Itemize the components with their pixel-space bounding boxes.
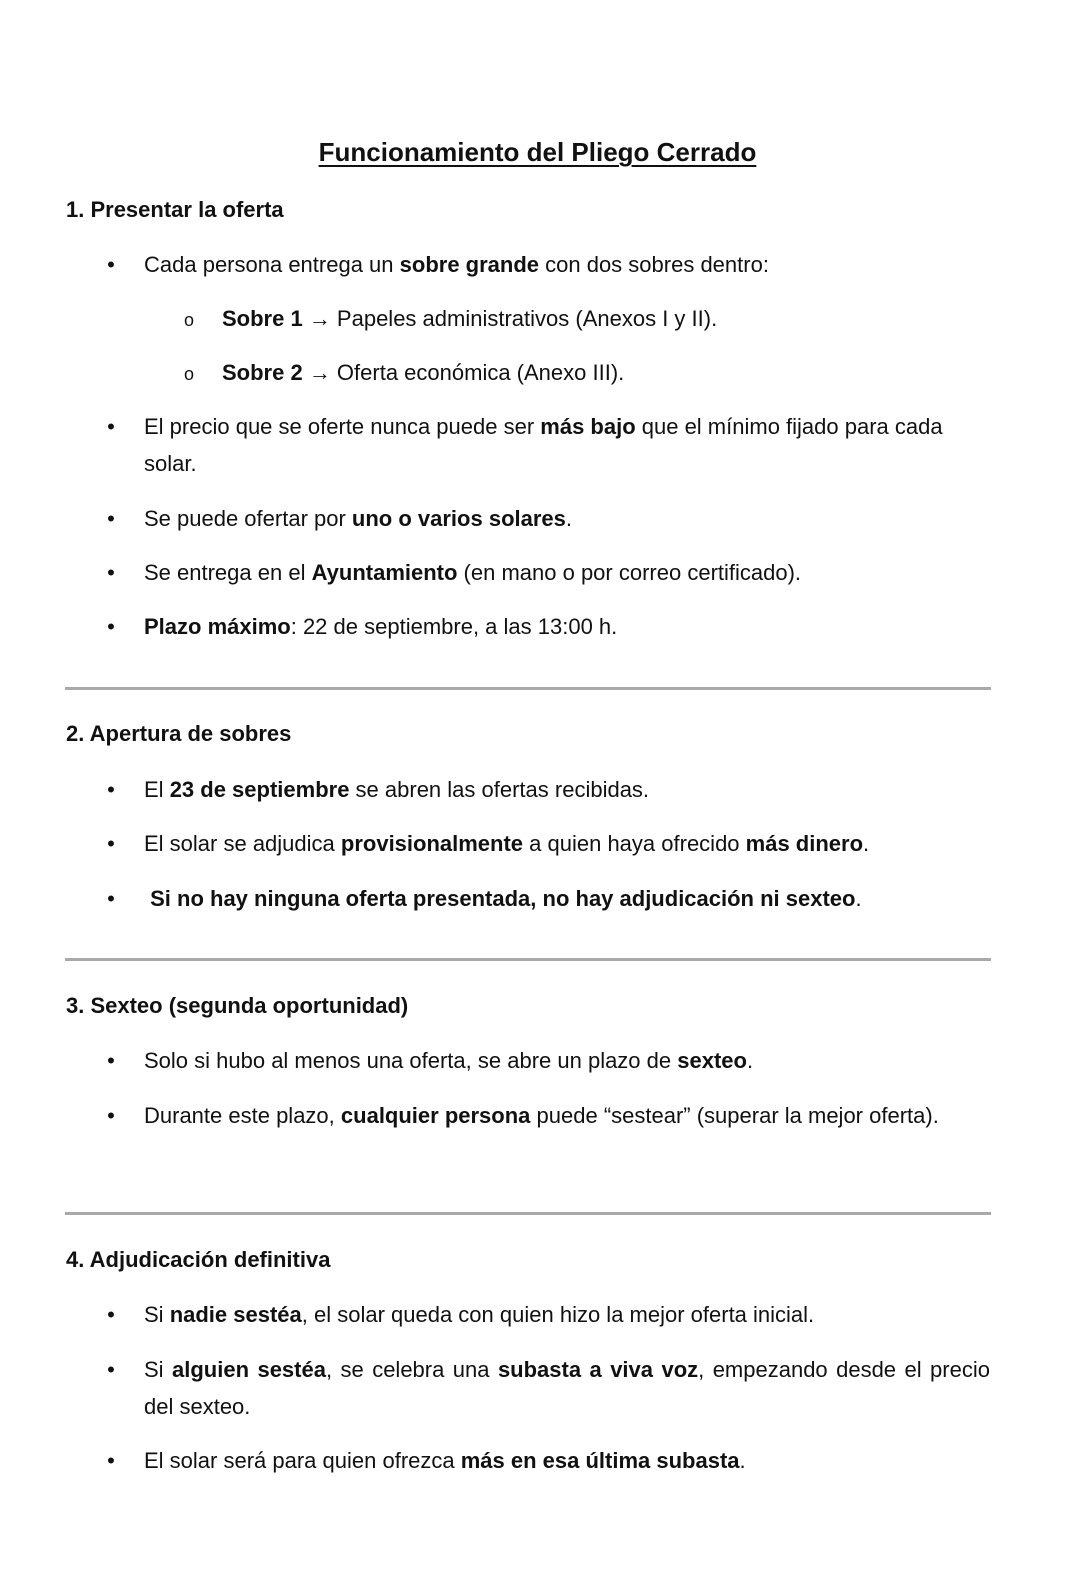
list-item — [144, 771, 990, 808]
bold-segment: Sobre 2 — [222, 360, 303, 385]
text-segment: puede “sestear” (superar la mejor oferta). — [530, 1103, 939, 1128]
section-heading: 4. Adjudicación definitiva — [66, 1247, 331, 1272]
section-heading: 2. Apertura de sobres — [66, 721, 292, 746]
text-segment: Se entrega en el — [144, 560, 312, 585]
bold-segment: subasta a viva voz — [497, 1357, 699, 1382]
text-segment: a quien haya ofrecido — [523, 831, 746, 856]
bold-segment: más en esa última subasta — [460, 1448, 740, 1473]
bold-segment: Sobre 1 — [222, 306, 303, 331]
bold-segment: alguien sestéa — [172, 1357, 326, 1382]
list-item — [144, 408, 990, 482]
bullet-icon: • — [107, 560, 115, 585]
text-segment: Si — [144, 1302, 170, 1327]
sub-bullet-icon: o — [183, 310, 194, 330]
list-item — [144, 1442, 990, 1479]
list-item — [144, 1296, 990, 1333]
bullet-icon: • — [107, 777, 115, 802]
section-heading: 1. Presentar la oferta — [66, 197, 284, 222]
text-segment: Se puede ofertar por — [144, 506, 352, 531]
list-item — [144, 1042, 990, 1079]
text-segment: → Oferta económica (Anexo III). — [302, 360, 625, 385]
text-segment: : 22 de septiembre, a las 13:00 h. — [290, 614, 618, 639]
bullet-icon: • — [107, 1103, 115, 1128]
list-item — [144, 1097, 990, 1134]
page-title: Funcionamiento del Pliego Cerrado — [318, 137, 757, 167]
text-segment: Si — [144, 1357, 173, 1382]
bullet-icon: • — [107, 414, 115, 439]
text-segment: . — [739, 1448, 746, 1473]
text-segment: (en mano o por correo certificado). — [457, 560, 802, 585]
bullet-icon: • — [107, 1448, 115, 1473]
section-divider — [65, 1212, 991, 1215]
bullet-icon: • — [107, 252, 115, 277]
text-segment: . — [855, 886, 862, 911]
bold-segment: Ayuntamiento — [311, 560, 458, 585]
text-segment: Durante este plazo, — [144, 1103, 341, 1128]
bullet-icon: • — [107, 886, 115, 911]
text-segment: . — [565, 506, 573, 531]
section-divider — [65, 958, 991, 961]
bold-segment: sobre grande — [399, 252, 540, 277]
section-heading: 3. Sexteo (segunda oportunidad) — [66, 993, 409, 1018]
text-segment: El solar se adjudica — [144, 831, 341, 856]
list-item — [144, 554, 990, 591]
bold-segment: nadie sestéa — [169, 1302, 302, 1327]
bullet-icon: • — [107, 614, 115, 639]
text-segment: , el solar queda con quien hizo la mejor oferta inicial. — [301, 1302, 815, 1327]
text-segment: se abren las ofertas recibidas. — [349, 777, 650, 802]
bullet-icon: • — [107, 1302, 115, 1327]
list-item — [144, 608, 990, 645]
text-segment: . — [863, 831, 870, 856]
text-segment: El — [144, 777, 170, 802]
list-item — [144, 1351, 990, 1425]
sub-list-item — [222, 354, 992, 391]
bold-segment: uno o varios solares — [351, 506, 566, 531]
text-segment: Cada persona entrega un — [144, 252, 400, 277]
list-item — [144, 246, 990, 283]
bullet-icon: • — [107, 831, 115, 856]
sub-bullet-icon: o — [183, 364, 194, 384]
list-item — [144, 880, 990, 917]
text-segment: El precio que se oferte nunca puede ser — [144, 414, 541, 439]
bold-segment: Si no hay ninguna oferta presentada, no hay adjudicación ni sexteo — [144, 886, 856, 911]
bullet-icon: • — [107, 1048, 115, 1073]
bullet-icon: • — [107, 506, 115, 531]
text-segment: que el mínimo fijado para cada solar. — [144, 414, 943, 476]
text-segment: El solar será para quien ofrezca — [144, 1448, 461, 1473]
text-segment: , se celebra una — [325, 1357, 498, 1382]
list-item — [144, 825, 990, 862]
text-segment: , empezando desde el precio del sexteo. — [144, 1357, 990, 1419]
text-segment: . — [746, 1048, 754, 1073]
text-segment: con dos sobres dentro: — [539, 252, 769, 277]
bold-segment: provisionalmente — [340, 831, 524, 856]
sub-list-item — [222, 300, 992, 337]
bold-segment: cualquier persona — [340, 1103, 531, 1128]
text-segment: Solo si hubo al menos una oferta, se abre un plazo de — [144, 1048, 678, 1073]
bold-segment: Plazo máximo — [144, 614, 291, 639]
text-segment: → Papeles administrativos (Anexos I y II). — [302, 306, 718, 331]
bold-segment: 23 de septiembre — [169, 777, 350, 802]
bold-segment: más dinero — [745, 831, 864, 856]
bold-segment: más bajo — [540, 414, 636, 439]
bullet-icon: • — [107, 1357, 115, 1382]
bold-segment: sexteo — [677, 1048, 747, 1073]
section-divider — [65, 687, 991, 690]
list-item — [144, 500, 990, 537]
